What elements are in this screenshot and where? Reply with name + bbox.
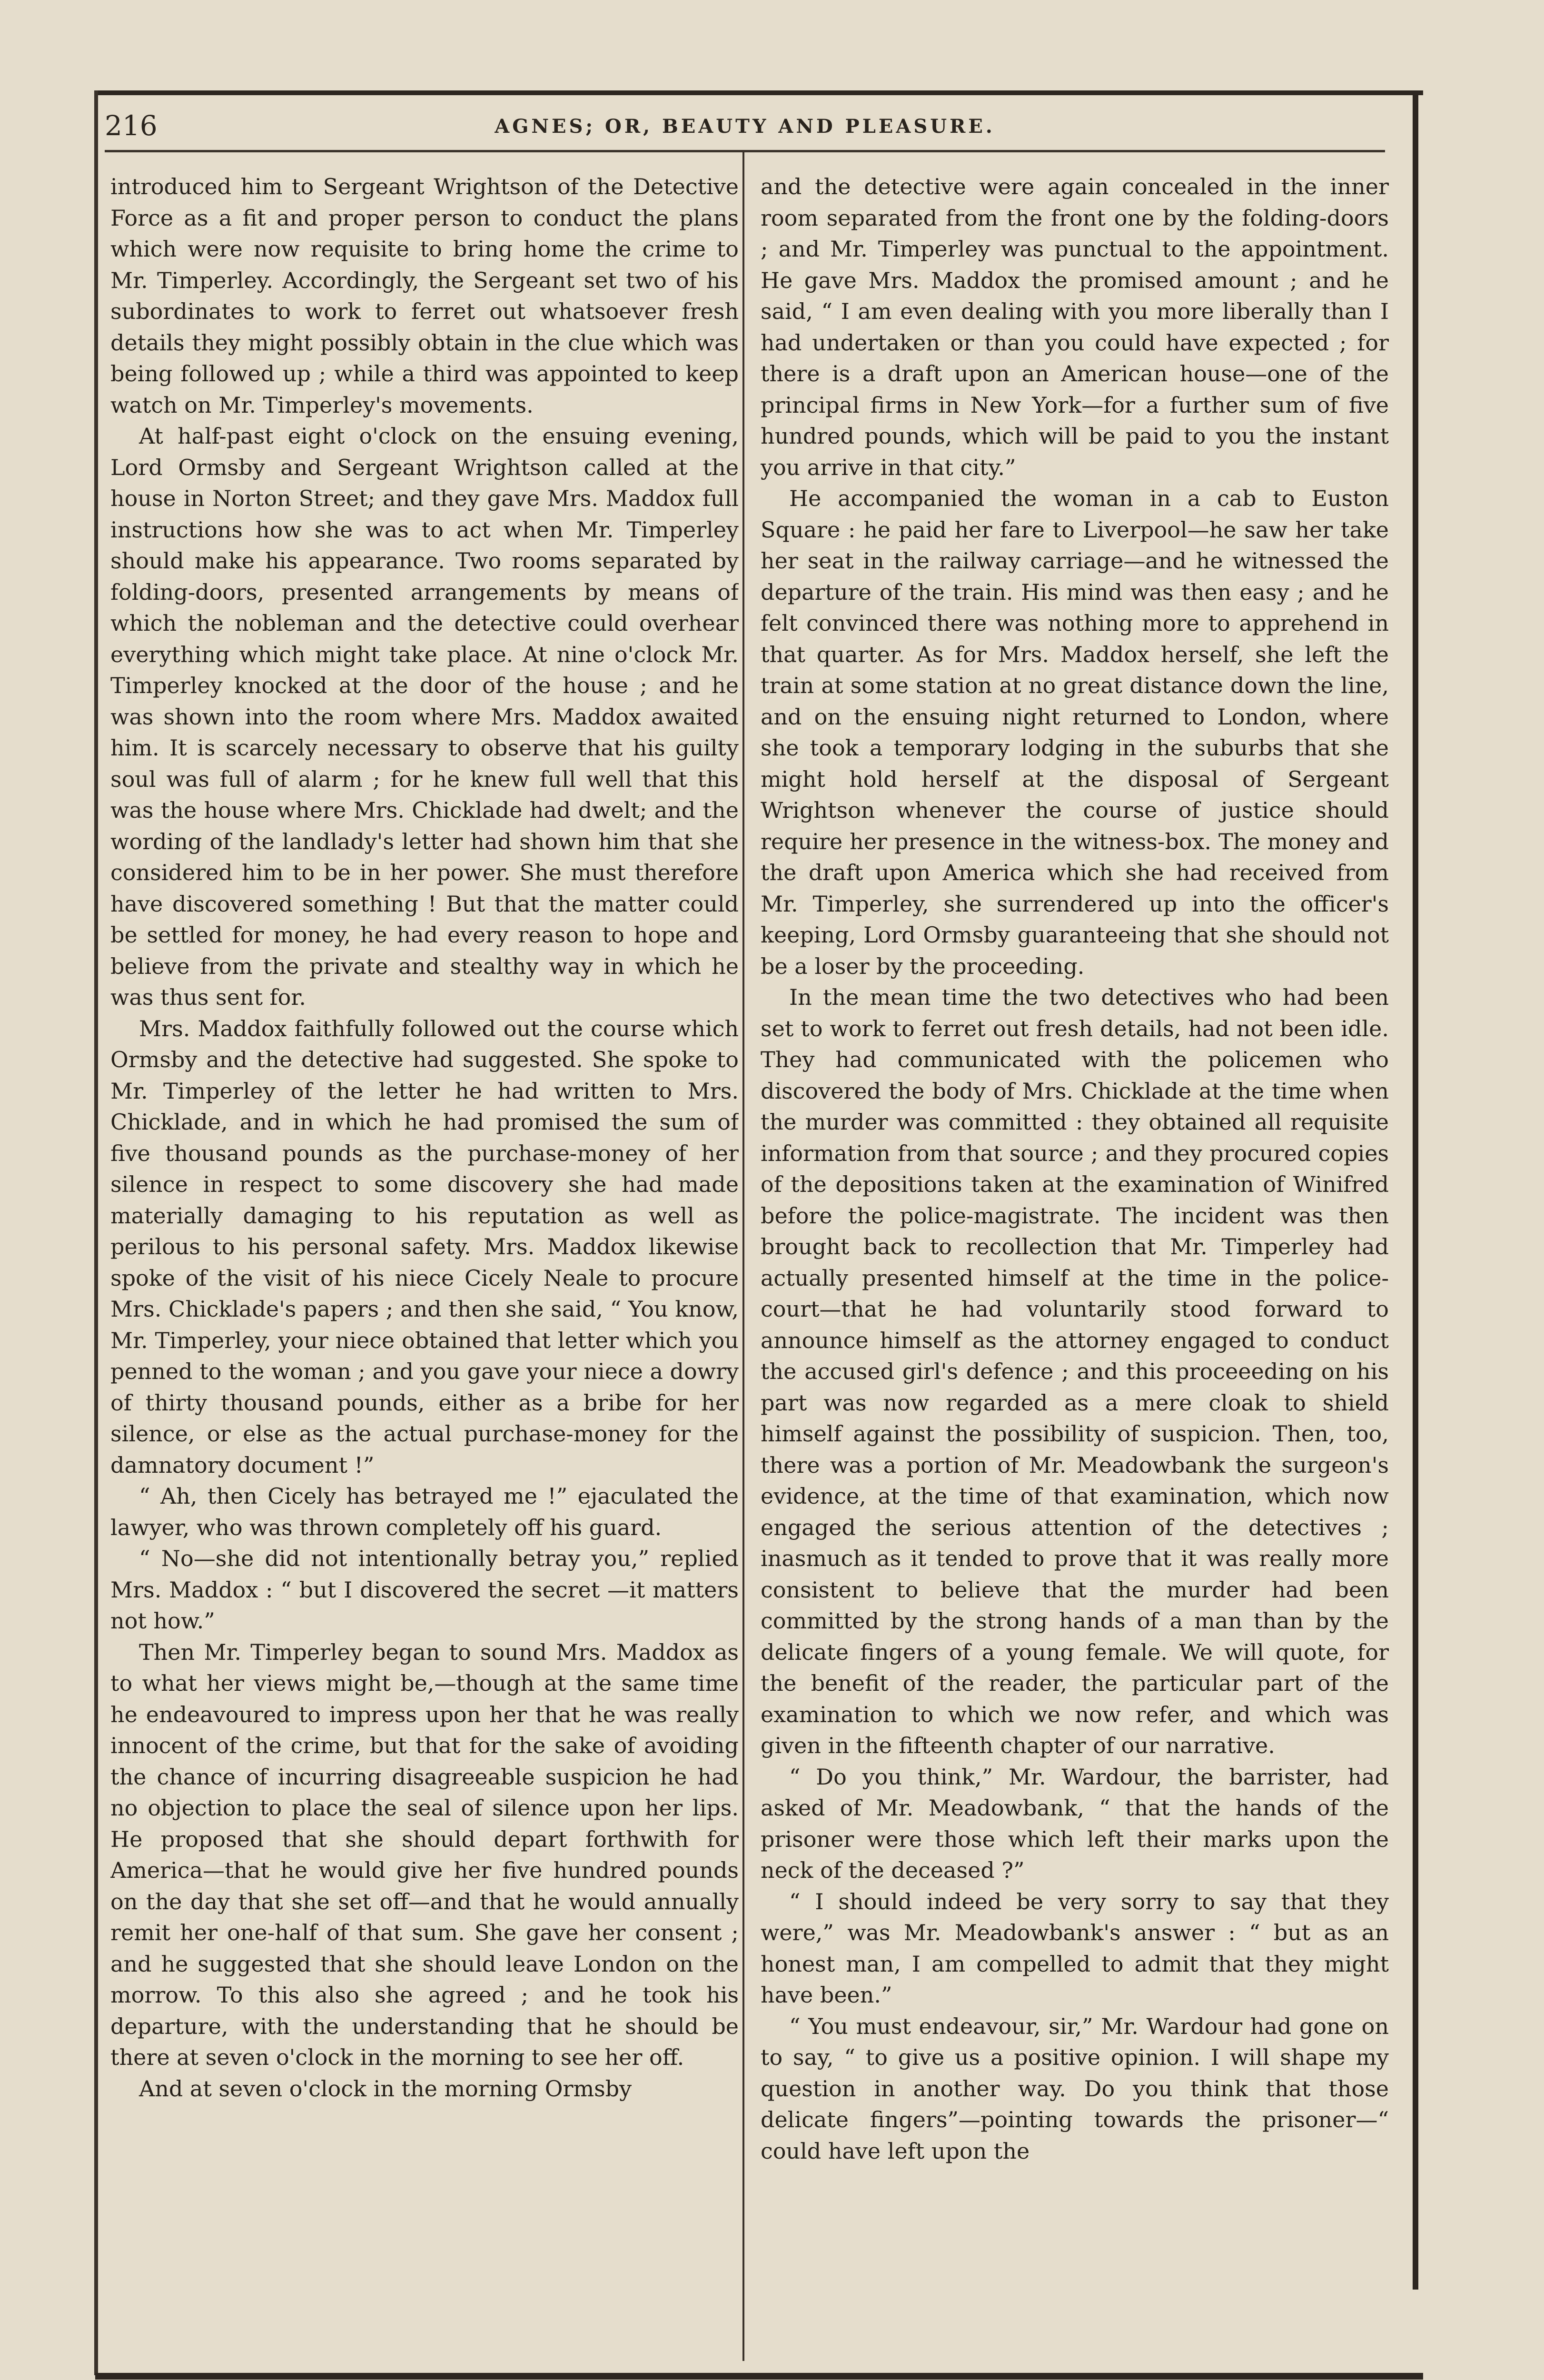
paragraph: In the mean time the two detectives who had been set to work to ferret out fresh details, had not been idle. They had communicated with the policemen who discovered the body of Mrs. Chicklade at the time when the murder was committed : they obtained all requisite information from that source ; and they procured copies of the depositions taken at the examination of Winifred before the police-magistrate. The incident was then brought back to recollection that Mr. Timperley had actually presented himself at the time in the police-court—that he had voluntarily stood forward to announce himself as the attorney engaged to conduct the accused girl's defence ; and this proceeeding on his part was now regarded as a mere cloak to shield himself against the possibility of suspicion. Then, too, there was a portion of Mr. Meadowbank the surgeon's evidence, at the time of that examination, which now engaged the serious attention of the detectives ; inasmuch as it tended to prove that it was really more consistent to believe that the murder had been committed by the strong hands of a man than by the delicate fingers of a young female. We will quote, for the benefit of the reader, the particular part of the examination to which we now refer, and which was given in the fifteenth chapter of our narrative. [761, 984, 1389, 1758]
paragraph: “ I should indeed be very sorry to say that they were,” was Mr. Meadowbank's answer : “ but as an honest man, I am compelled to admit that they might have been.” [761, 1888, 1389, 2008]
paragraph: and the detective were again concealed in the inner room separated from the front one by the folding-doors ; and Mr. Timperley was punctual to the appointment. He gave Mrs. Maddox the promised amount ; and he said, “ I am even dealing with you more liberally than I had undertaken or than you could have expected ; for there is a draft upon an American house—one of the principal firms in New York—for a further sum of five hundred pounds, which will be paid to you the instant you arrive in that city.” [761, 174, 1389, 480]
paragraph: introduced him to Sergeant Wrightson of the Detective Force as a fit and proper person to conduct the plans which were now requisite to bring home the crime to Mr. Timperley. Accordingly, the Sergeant set two of his subordinates to work to ferret out whatsoever fresh details they might possibly obtain in the clue which was being followed up ; while a third was appointed to keep watch on Mr. Timperley's movements. [110, 174, 739, 418]
header-rule [105, 150, 1385, 152]
paragraph: At half-past eight o'clock on the ensuing evening, Lord Ormsby and Sergeant Wrightson called at the house in Norton Street; and they gave Mrs. Maddox full instructions how she was to act when Mr. Timperley should make his appearance. Two rooms separated by folding-doors, presented arrangements by means of which the nobleman and the detective could overhear everything which might take place. At nine o'clock Mr. Timperley knocked at the door of the house ; and he was shown into the room where Mrs. Maddox awaited him. It is scarcely necessary to observe that his guilty soul was full of alarm ; for he knew full well that this was the house where Mrs. Chicklade had dwelt; and the wording of the landlady's letter had shown him that she considered him to be in her power. She must therefore have discovered something ! But that the matter could be settled for money, he had every reason to hope and believe from the private and stealthy way in which he was thus sent for. [110, 423, 739, 1010]
page-border-top [95, 90, 1423, 95]
paragraph: “ You must endeavour, sir,” Mr. Wardour had gone on to say, “ to give us a positive opinion. I will shape my question in another way. Do you think that those delicate fingers”—pointing towards the prisoner—“ could have left upon the [761, 2013, 1389, 2164]
paragraph: And at seven o'clock in the morning Ormsby [139, 2075, 632, 2102]
right-column [761, 171, 1389, 2356]
paragraph: Then Mr. Timperley began to sound Mrs. Maddox as to what her views might be,—though at the same time he endeavoured to impress upon her that he was really innocent of the crime, but that for the sake of avoiding the chance of incurring disagreeable suspicion he had no objection to place the seal of silence upon her lips. He proposed that she should depart forthwith for America—that he would give her five hundred pounds on the day that she set off—and that he would annually remit her one-half of that sum. She gave her consent ; and he suggested that she should leave London on the morrow. To this also she agreed ; and he took his departure, with the understanding that he should be there at seven o'clock in the morning to see her off. [110, 1639, 739, 2070]
page-border-bottom [95, 2373, 1423, 2380]
column-divider [742, 152, 744, 2361]
running-title: AGNES; OR, BEAUTY AND PLEASURE. [495, 115, 995, 138]
page-header [105, 109, 1385, 152]
paragraph: He accompanied the woman in a cab to Euston Square : he paid her fare to Liverpool—he saw her take her seat in the railway carriage—and he witnessed the departure of the train. His mind was then easy ; and he felt convinced there was nothing more to apprehend in that quarter. As for Mrs. Maddox herself, she left the train at some station at no great distance down the line, and on the ensuing night returned to London, where she took a temporary lodging in the suburbs that she might hold herself at the disposal of Sergeant Wrightson whenever the course of justice should require her presence in the witness-box. The money and the draft upon America which she had received from Mr. Timperley, she surrendered up into the officer's keeping, Lord Ormsby guaranteeing that she should not be a loser by the proceeding. [761, 486, 1389, 979]
page-border-left [94, 90, 98, 2375]
paragraph: “ Ah, then Cicely has betrayed me !” ejaculated the lawyer, who was thrown completely off his guard. [110, 1483, 739, 1540]
paragraph: “ No—she did not intentionally betray you,” replied Mrs. Maddox : “ but I discovered the secret —it matters not how.” [110, 1546, 739, 1634]
page-border-right [1413, 90, 1418, 2290]
left-column [110, 171, 739, 2356]
paragraph: “ Do you think,” Mr. Wardour, the barrister, had asked of Mr. Meadowbank, “ that the hands of the prisoner were those which left their marks upon the neck of the deceased ?” [761, 1764, 1389, 1883]
page-number: 216 [105, 109, 158, 142]
paragraph: Mrs. Maddox faithfully followed out the course which Ormsby and the detective had suggested. She spoke to Mr. Timperley of the letter he had written to Mrs. Chicklade, and in which he had promised the sum of five thousand pounds as the purchase-money of her silence in respect to some discovery she had made materially damaging to his reputation as well as perilous to his personal safety. Mrs. Maddox likewise spoke of the visit of his niece Cicely Neale to procure Mrs. Chicklade's papers ; and then she said, “ You know, Mr. Timperley, your niece obtained that letter which you penned to the woman ; and you gave your niece a dowry of thirty thousand pounds, either as a bribe for her silence, or else as the actual purchase-money for the damnatory document !” [110, 1015, 739, 1478]
